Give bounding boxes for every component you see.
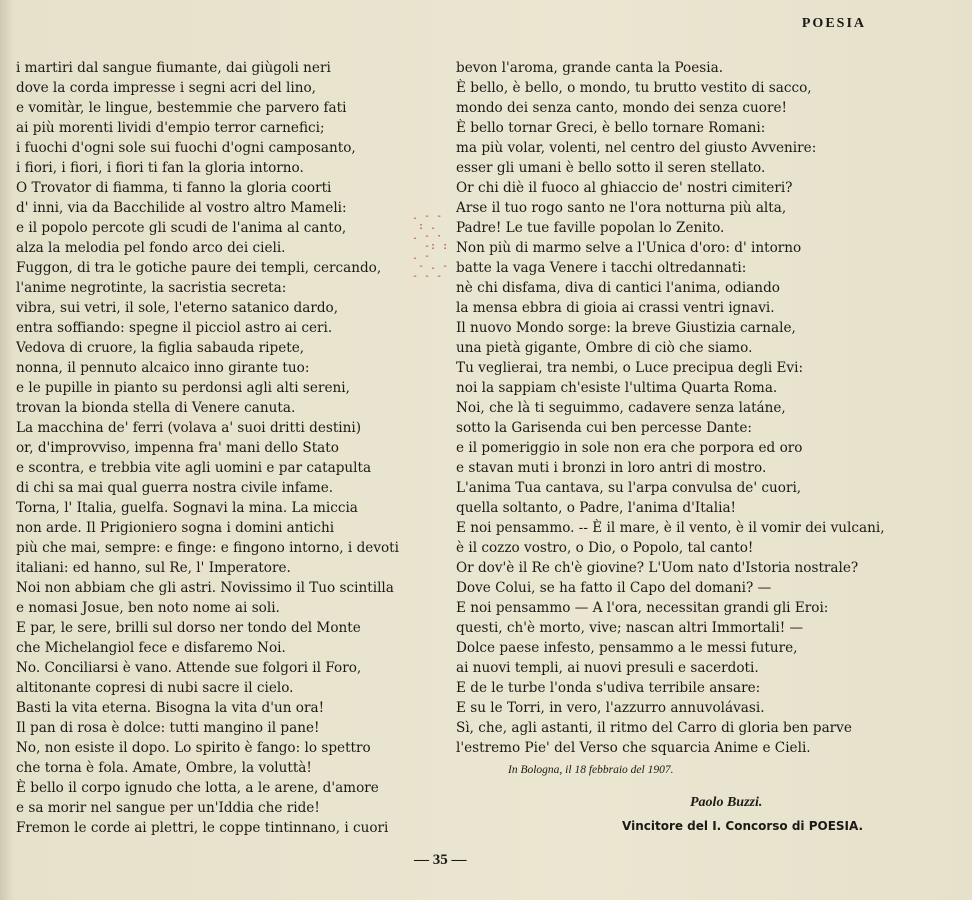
poem-line: ai più morenti lividi d'empio terror carnefici; [16, 120, 325, 136]
author-signature: Paolo Buzzi. [690, 795, 763, 810]
poem-line: O Trovator di fiamma, ti fanno la gloria coorti [16, 180, 332, 196]
poem-line: è il cozzo vostro, o Dio, o Popolo, tal canto! [456, 540, 754, 556]
poem-line: vibra, sui vetri, il sole, l'eterno satanico dardo, [16, 300, 339, 316]
poem-line: d' inni, via da Bacchilide al vostro altro Mameli: [16, 200, 347, 216]
poem-line: e scontra, e trebbia vite agli uomini e par catapulta [16, 460, 372, 476]
poem-line: Sì, che, agli astanti, il ritmo del Carro di gloria ben parve [456, 720, 852, 736]
poem-line: dove la corda impresse i segni acri del lino, [16, 80, 316, 96]
poem-line: Arse il tuo rogo santo ne l'ora notturna più alta, [456, 200, 787, 216]
poem-line: l'estremo Pie' del Verso che squarcia Anime e Cieli. [456, 740, 811, 756]
poem-line: Vedova di cruore, la figlia sabauda ripete, [16, 340, 305, 356]
poem-line: i fuochi d'ogni sole sui fuochi d'ogni camposanto, [16, 140, 356, 156]
poem-line: altitonante copresi di nubi sacre il cielo. [16, 680, 294, 696]
poem-left-column [16, 58, 416, 838]
poem-line: non arde. Il Prigioniero sogna i domini antichi [16, 520, 335, 536]
poem-line: noi la sappiam ch'esiste l'ultima Quarta Roma. [456, 380, 778, 396]
poem-right-column [456, 58, 885, 758]
poem-line: Dolce paese infesto, pensammo a le messi future, [456, 640, 798, 656]
author-subtitle: Vincitore del I. Concorso di POESIA. [622, 819, 864, 833]
poem-line: ai nuovi templi, ai nuovi presuli e sacerdoti. [456, 660, 759, 676]
poem-line: batte la vaga Venere i tacchi oltredannati: [456, 260, 747, 276]
poem-line: È bello, è bello, o mondo, tu brutto vestito di sacco, [456, 80, 812, 96]
poem-line: questi, ch'è morto, vive; nascan altri Immortali! — [456, 620, 804, 636]
poem-line: L'anima Tua cantava, su l'arpa convulsa de' cuori, [456, 480, 802, 496]
poem-line: Or chi diè il fuoco al ghiaccio de' nostri cimiteri? [456, 180, 793, 196]
poem-line: bevon l'aroma, grande canta la Poesia. [456, 60, 724, 76]
poem-line: Fremon le corde ai plettri, le coppe tintinnano, i cuori [16, 820, 389, 836]
poem-line: E noi pensammo — A l'ora, necessitan grandi gli Eroi: [456, 600, 829, 616]
poem-line: Non più di marmo selve a l'Unica d'oro: d' intorno [456, 240, 802, 256]
poem-line: La macchina de' ferri (volava a' suoi dritti destini) [16, 420, 362, 436]
poem-line: i martiri dal sangue fiumante, dai giùgoli neri [16, 60, 331, 76]
poem-line: entra soffiando: spegne il picciol astro ai ceri. [16, 320, 333, 336]
running-header: POESIA [801, 16, 866, 31]
poem-line: di chi sa mai qual guerra nostra civile infame. [16, 480, 334, 496]
poem-line: Padre! Le tue faville popolan lo Zenito. [456, 220, 725, 236]
poem-line: Or dov'è il Re ch'è giovine? L'Uom nato d'Istoria nostrale? [456, 560, 859, 576]
poem-line: ma più volar, volenti, nel centro del giusto Avvenire: [456, 140, 817, 156]
poem-line: nonna, il pennuto alcaico inno girante tuo: [16, 360, 310, 376]
poem-line: È bello tornar Greci, è bello tornare Romani: [456, 120, 766, 136]
poem-line: Il nuovo Mondo sorge: la breve Giustizia carnale, [456, 320, 796, 336]
poem-line: più che mai, sempre: e finge: e fingono intorno, i devoti [16, 540, 399, 556]
poem-line: la mensa ebbra di gioia ai crassi ventri ignavi. [456, 300, 775, 316]
poem-line: e il popolo percote gli scudi de l'anima al canto, [16, 220, 347, 236]
poem-line: E noi pensammo. -- È il mare, è il vento, è il vomir dei vulcani, [456, 520, 885, 536]
poem-line: Noi, che là ti seguimmo, cadavere senza latáne, [456, 400, 786, 416]
poem-line: esser gli umani è bello sotto il seren stellato. [456, 160, 766, 176]
poem-line: Torna, l' Italia, guelfa. Sognavi la mina. La miccia [16, 500, 358, 516]
poem-line: Basti la vita eterna. Bisogna la vita d'un ora! [16, 700, 325, 716]
poem-line: Il pan di rosa è dolce: tutti mangino il pane! [16, 720, 320, 736]
poem-line: e sa morir nel sangue per un'Iddia che ride! [16, 800, 320, 816]
poem-line: No. Conciliarsi è vano. Attende sue folgori il Foro, [16, 660, 362, 676]
poem-line: Fuggon, di tra le gotiche paure dei templi, cercando, [16, 260, 382, 276]
page-number: — 35 — [414, 852, 467, 868]
poem-line: E par, le sere, brilli sul dorso ner tondo del Monte [16, 620, 361, 636]
poem-line: italiani: ed hanno, sul Re, l' Imperatore. [16, 560, 291, 576]
poem-line: E de le turbe l'onda s'udiva terribile ansare: [456, 680, 761, 696]
poem-line: Dove Colui, se ha fatto il Capo del domani? — [456, 580, 772, 596]
poem-line: E su le Torri, in vero, l'azzurro annuvolávasi. [456, 700, 765, 716]
poem-line: e le pupille in pianto su perdonsi agli alti sereni, [16, 380, 350, 396]
poem-line: e stavan muti i bronzi in loro antri di mostro. [456, 460, 767, 476]
margin-annotation-marks: . - - : . . - · -: : . - - . - - - - [412, 211, 449, 282]
poem-line: Noi non abbiam che gli astri. Novissimo il Tuo scintilla [16, 580, 394, 596]
poem-line: No, non esiste il dopo. Lo spirito è fango: lo spettro [16, 740, 371, 756]
poem-line: che torna è fola. Amate, Ombre, la voluttà! [16, 760, 312, 776]
poem-line: nè chi disfama, diva di cantici l'anima, odiando [456, 280, 780, 296]
poem-line: mondo dei senza canto, mondo dei senza cuore! [456, 100, 787, 116]
poem-line: sotto la Garisenda cui ben percesse Dante: [456, 420, 753, 436]
poem-line: una pietà gigante, Ombre di ciò che siamo. [456, 340, 753, 356]
poem-line: quella soltanto, o Padre, l'anima d'Italia! [456, 500, 737, 516]
poem-line: or, d'improvviso, impenna fra' mani dello Stato [16, 440, 339, 456]
poem-line: i fiori, i fiori, i fiori ti fan la gloria intorno. [16, 160, 304, 176]
poem-line: che Michelangiol fece e disfaremo Noi. [16, 640, 286, 656]
poem-line: e il pomeriggio in sole non era che porpora ed oro [456, 440, 803, 456]
poem-line: alza la melodia pel fondo arco dei cieli. [16, 240, 286, 256]
dateline: In Bologna, il 18 febbraio del 1907. [508, 764, 674, 776]
poem-line: trovan la bionda stella di Venere canuta. [16, 400, 296, 416]
poem-line: È bello il corpo ignudo che lotta, a le arene, d'amore [16, 780, 379, 796]
poem-line: e vomitàr, le lingue, bestemmie che parvero fati [16, 100, 347, 116]
poem-line: Tu veglierai, tra nembi, o Luce precipua degli Evi: [456, 360, 804, 376]
poem-line: l'anime negrotinte, la sacristia secreta: [16, 280, 287, 296]
poem-line: e nomasi Josue, ben noto nome ai soli. [16, 600, 280, 616]
